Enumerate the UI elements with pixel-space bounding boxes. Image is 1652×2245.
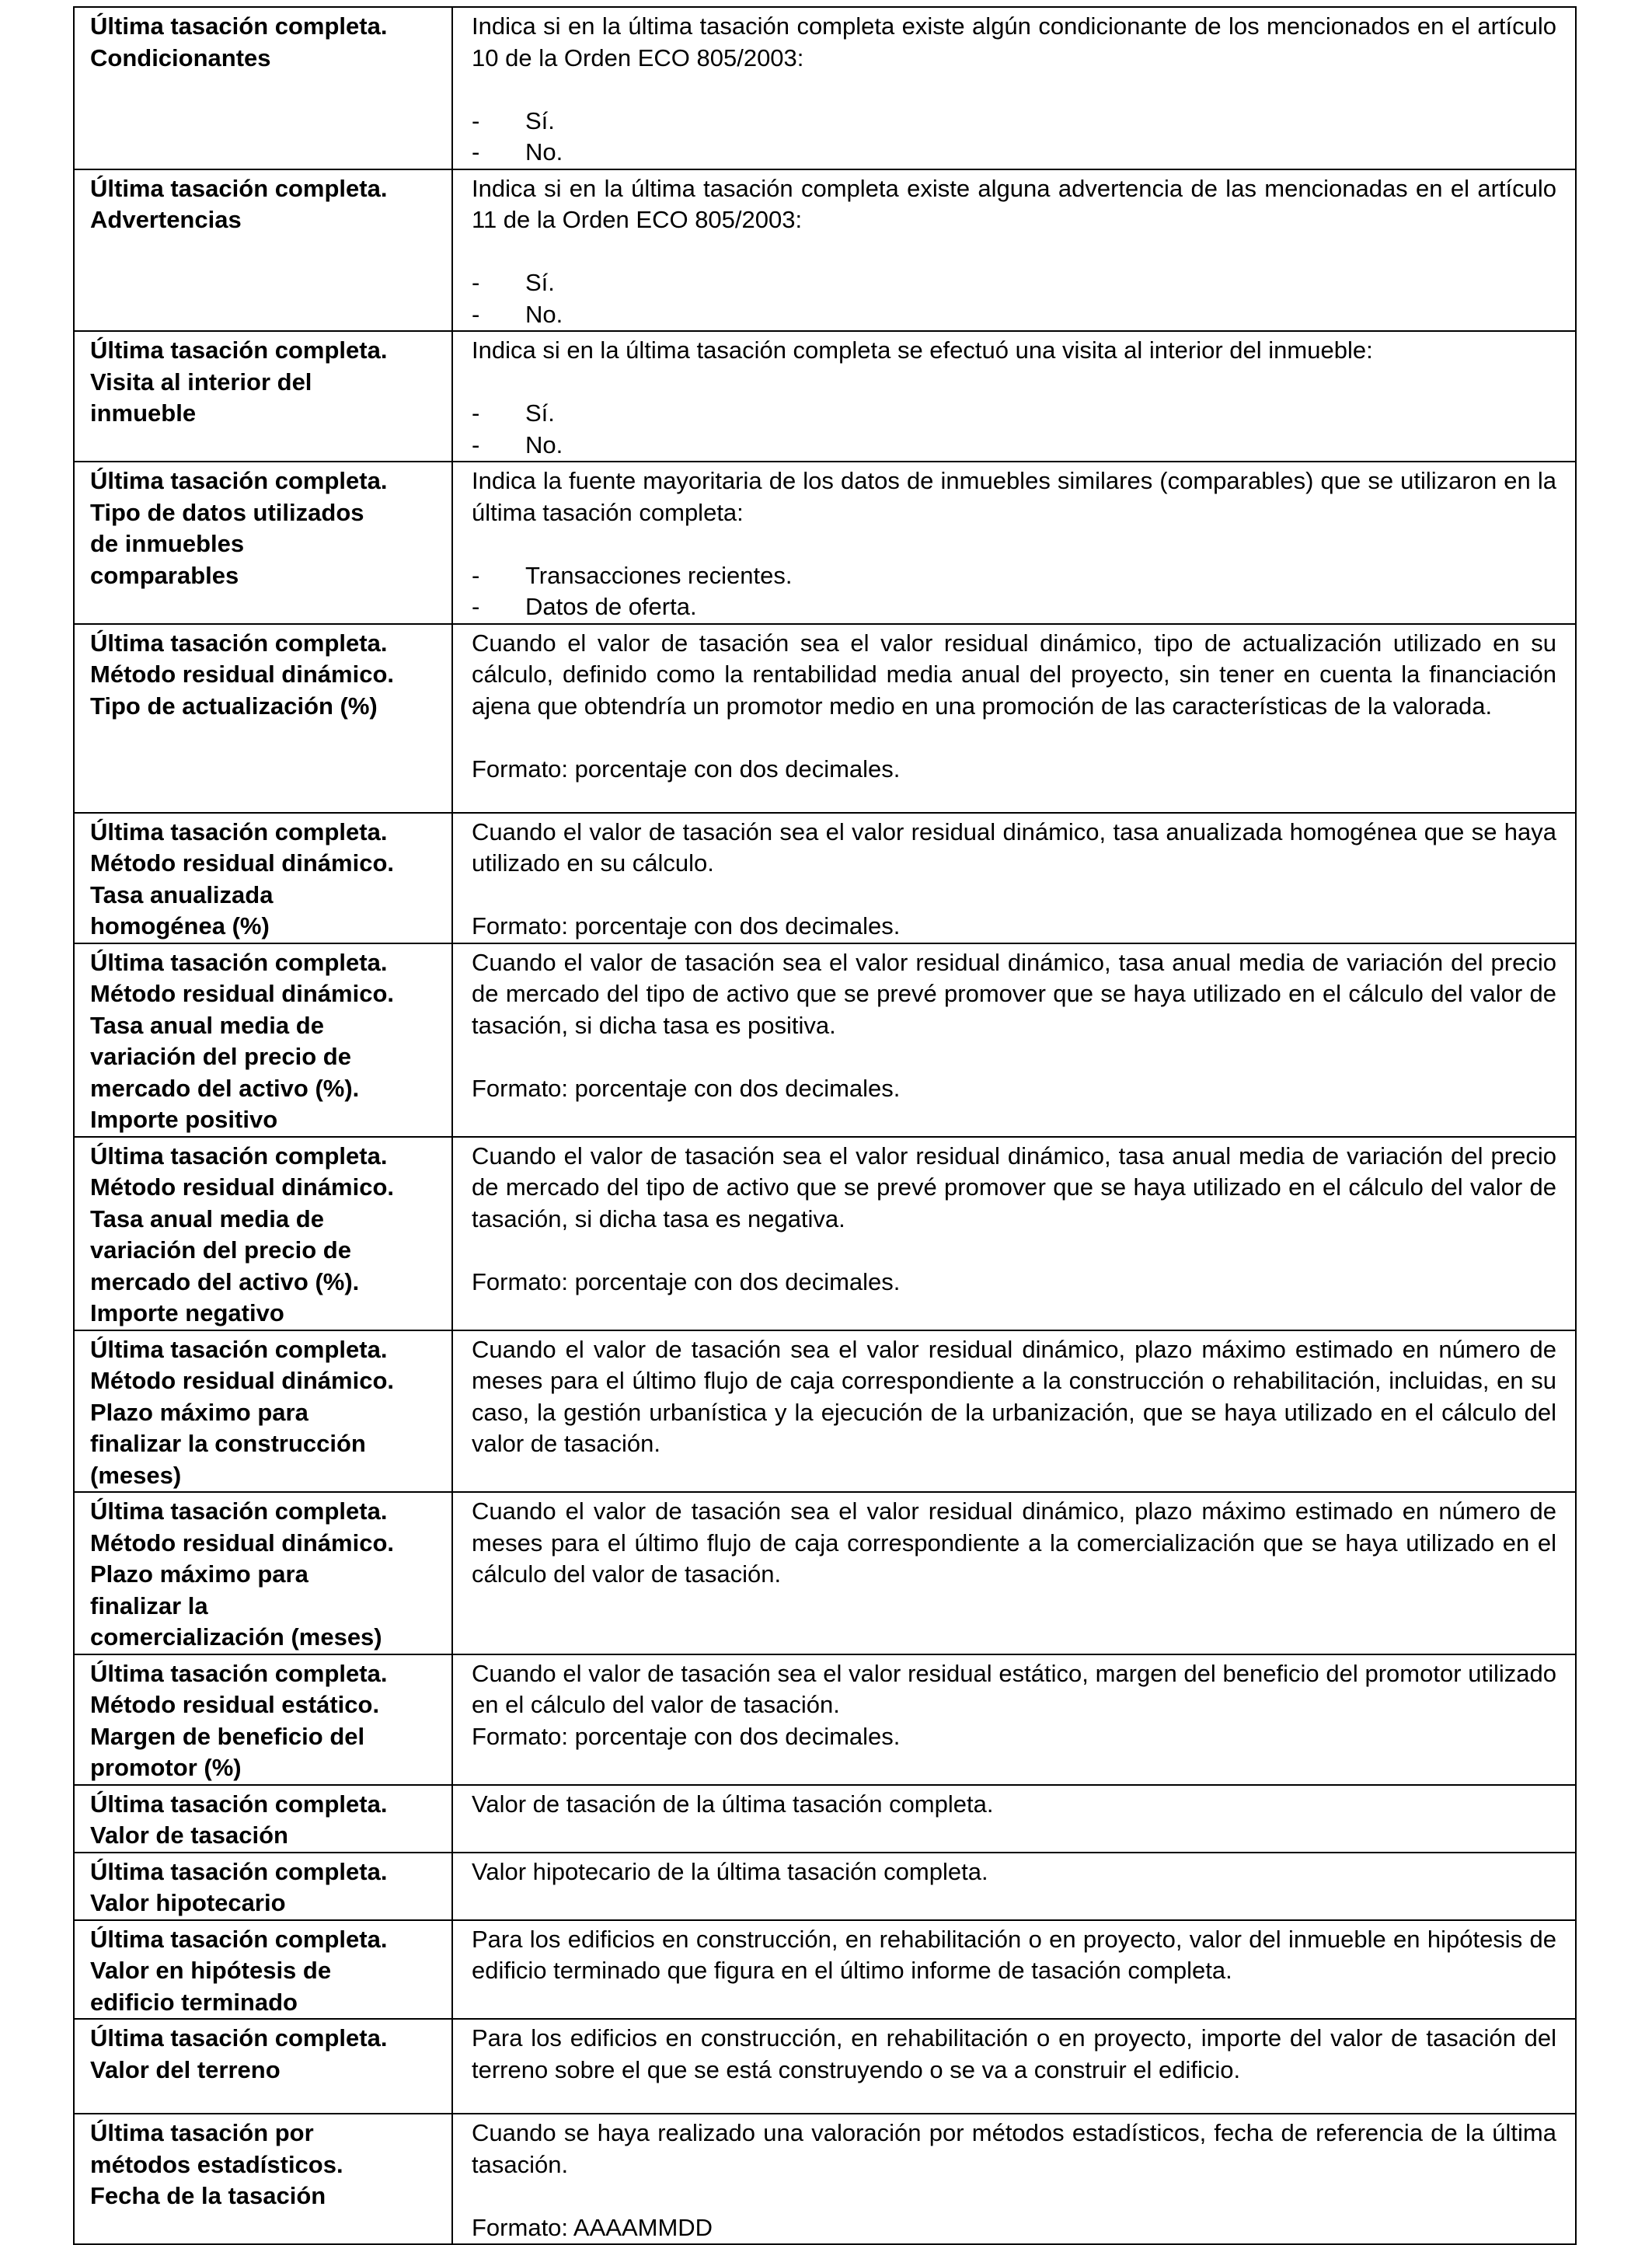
field-name-line: Última tasación completa. xyxy=(90,12,388,40)
table-row xyxy=(74,169,1576,332)
dash-bullet-icon: - xyxy=(472,593,480,620)
field-name-cell xyxy=(74,331,452,462)
field-name-line: Método residual dinámico. xyxy=(90,1529,394,1557)
field-name-line: Última tasación completa. xyxy=(90,948,388,976)
field-name-line: Margen de beneficio del xyxy=(90,1722,365,1750)
field-name-cell xyxy=(74,813,452,943)
field-name-cell xyxy=(74,169,452,332)
field-name-cell xyxy=(74,1920,452,2020)
table-row xyxy=(74,1853,1576,1920)
description-cell xyxy=(452,169,1576,332)
format-note: Formato: porcentaje con dos decimales. xyxy=(472,912,901,939)
field-name-line: mercado del activo (%). xyxy=(90,1267,360,1295)
field-name-line: Última tasación completa. xyxy=(90,817,388,845)
description-text: Valor hipotecario de la última tasación completa. xyxy=(472,1857,988,1885)
description-text: Valor de tasación de la última tasación completa. xyxy=(472,1790,994,1818)
description-text: Indica si en la última tasación completa existe algún condicionante de los mencionados en el artículo 10 de la Orden ECO 805/2003: xyxy=(472,12,1556,71)
field-name-cell xyxy=(74,1853,452,1920)
description-cell xyxy=(452,1330,1576,1493)
option-item xyxy=(472,560,1556,592)
description-cell xyxy=(452,462,1576,624)
description-text: Cuando el valor de tasación sea el valor residual estático, margen del beneficio del promotor utilizado en el cálculo del valor de tasación. xyxy=(472,1659,1556,1718)
field-name-cell xyxy=(74,1654,452,1785)
field-name-line: Última tasación completa. xyxy=(90,1142,388,1170)
dash-bullet-icon: - xyxy=(472,431,480,458)
field-name-line: Condicionantes xyxy=(90,44,271,71)
option-item xyxy=(472,267,1556,299)
field-name-cell xyxy=(74,7,452,169)
field-name-cell xyxy=(74,462,452,624)
option-label: Sí. xyxy=(525,269,555,296)
table-row xyxy=(74,1137,1576,1330)
field-name-line: variación del precio de xyxy=(90,1236,351,1264)
table-row xyxy=(74,813,1576,943)
description-cell xyxy=(452,943,1576,1137)
field-name-line: Plazo máximo para xyxy=(90,1560,308,1588)
field-name-line: Última tasación completa. xyxy=(90,1497,388,1525)
field-name-line: edificio terminado xyxy=(90,1988,298,2016)
description-text: Cuando el valor de tasación sea el valor residual dinámico, tasa anualizada homogénea que se haya utilizado en su cálculo. xyxy=(472,817,1556,877)
description-cell xyxy=(452,1492,1576,1654)
field-definitions-table xyxy=(73,6,1577,2245)
description-cell xyxy=(452,331,1576,462)
field-name-line: variación del precio de xyxy=(90,1043,351,1070)
description-text: Para los edificios en construcción, en rehabilitación o en proyecto, valor del inmueble en hipótesis de edificio terminado que figura en el último informe de tasación completa. xyxy=(472,1925,1556,1984)
field-name-line: Método residual dinámico. xyxy=(90,1173,394,1201)
option-item xyxy=(472,591,1556,623)
option-label: Datos de oferta. xyxy=(525,593,697,620)
description-cell xyxy=(452,1654,1576,1785)
field-name-line: Método residual dinámico. xyxy=(90,1367,394,1394)
field-name-line: Última tasación completa. xyxy=(90,174,388,202)
description-cell xyxy=(452,1920,1576,2020)
field-name-line: Tipo de datos utilizados xyxy=(90,498,364,526)
description-cell xyxy=(452,624,1576,813)
field-name-line: homogénea (%) xyxy=(90,912,270,939)
field-name-line: Última tasación completa. xyxy=(90,1335,388,1363)
field-name-line: métodos estadísticos. xyxy=(90,2150,343,2178)
option-item xyxy=(472,137,1556,169)
field-name-line: Última tasación completa. xyxy=(90,1659,388,1687)
description-cell xyxy=(452,1853,1576,1920)
description-text: Cuando el valor de tasación sea el valor residual dinámico, plazo máximo estimado en número de meses para el último flujo de caja correspondiente a la construcción o rehabilitación, incluidas, en su caso, la gestión urbanística y la ejecución de la urbanización, que se haya utilizado en el cálculo del valor de tasación. xyxy=(472,1335,1556,1457)
field-name-line: Valor de tasación xyxy=(90,1821,288,1849)
field-name-line: Última tasación completa. xyxy=(90,1790,388,1818)
option-label: Sí. xyxy=(525,399,555,427)
description-cell xyxy=(452,7,1576,169)
field-name-line: Advertencias xyxy=(90,206,242,233)
table-row xyxy=(74,1492,1576,1654)
dash-bullet-icon: - xyxy=(472,138,480,166)
field-name-line: Método residual dinámico. xyxy=(90,661,394,688)
field-name-line: Última tasación por xyxy=(90,2119,314,2146)
field-name-line: (meses) xyxy=(90,1461,182,1489)
table-row xyxy=(74,462,1576,624)
option-label: Sí. xyxy=(525,106,555,134)
field-name-line: Última tasación completa. xyxy=(90,1857,388,1885)
table-row xyxy=(74,331,1576,462)
field-name-line: Método residual dinámico. xyxy=(90,980,394,1007)
field-name-cell xyxy=(74,624,452,813)
format-note: Formato: porcentaje con dos decimales. xyxy=(472,1074,901,1102)
field-name-line: Última tasación completa. xyxy=(90,336,388,364)
field-name-cell xyxy=(74,1492,452,1654)
field-name-line: Última tasación completa. xyxy=(90,467,388,494)
description-cell xyxy=(452,1785,1576,1853)
field-name-line: Última tasación completa. xyxy=(90,2024,388,2052)
field-name-line: Importe negativo xyxy=(90,1299,284,1326)
field-name-line: comercialización (meses) xyxy=(90,1623,382,1651)
option-label: No. xyxy=(525,138,563,166)
option-item xyxy=(472,430,1556,462)
table-row xyxy=(74,1785,1576,1853)
field-name-line: inmueble xyxy=(90,399,197,427)
option-item xyxy=(472,398,1556,430)
field-name-line: Visita al interior del xyxy=(90,368,312,396)
option-label: No. xyxy=(525,431,563,458)
field-name-line: finalizar la construcción xyxy=(90,1430,366,1457)
description-text: Cuando se haya realizado una valoración por métodos estadísticos, fecha de referencia de la última tasación. xyxy=(472,2119,1556,2178)
description-text: Cuando el valor de tasación sea el valor residual dinámico, tasa anual media de variación del precio de mercado del tipo de activo que se prevé promover que se haya utilizado en el cálculo del valor de tasación, si dicha tasa es negativa. xyxy=(472,1142,1556,1232)
description-cell xyxy=(452,2019,1576,2114)
field-name-line: Fecha de la tasación xyxy=(90,2182,326,2209)
field-name-cell xyxy=(74,2114,452,2244)
table-row xyxy=(74,624,1576,813)
field-name-line: de inmuebles xyxy=(90,530,245,557)
dash-bullet-icon: - xyxy=(472,561,480,589)
description-text: Cuando el valor de tasación sea el valor residual dinámico, tasa anual media de variación del precio de mercado del tipo de activo que se prevé promover que se haya utilizado en el cálculo del valor de tasación, si dicha tasa es positiva. xyxy=(472,948,1556,1039)
description-cell xyxy=(452,1137,1576,1330)
field-name-line: Tipo de actualización (%) xyxy=(90,692,378,720)
field-name-line: Tasa anual media de xyxy=(90,1011,324,1039)
description-text: Indica la fuente mayoritaria de los datos de inmuebles similares (comparables) que se utilizaron en la última tasación completa: xyxy=(472,467,1556,526)
field-name-line: Plazo máximo para xyxy=(90,1398,308,1426)
option-label: Transacciones recientes. xyxy=(525,561,793,589)
table-row xyxy=(74,1654,1576,1785)
field-name-line: Última tasación completa. xyxy=(90,629,388,657)
field-name-cell xyxy=(74,1137,452,1330)
field-name-line: Método residual estático. xyxy=(90,1691,380,1718)
format-note: Formato: porcentaje con dos decimales. xyxy=(472,755,901,783)
format-note: Formato: AAAAMMDD xyxy=(472,2213,713,2241)
field-name-cell xyxy=(74,943,452,1137)
field-name-line: Valor hipotecario xyxy=(90,1889,286,1916)
table-row xyxy=(74,2019,1576,2114)
description-text: Cuando el valor de tasación sea el valor residual dinámico, tipo de actualización utilizado en su cálculo, definido como la rentabilidad media anual del proyecto, sin tener en cuenta la financiación ajena que obtendría un promotor medio en una promoción de las características de la valorada. xyxy=(472,629,1556,720)
field-name-cell xyxy=(74,2019,452,2114)
field-name-line: mercado del activo (%). xyxy=(90,1074,360,1102)
option-label: No. xyxy=(525,300,563,328)
field-name-line: Método residual dinámico. xyxy=(90,849,394,877)
dash-bullet-icon: - xyxy=(472,106,480,134)
field-name-line: finalizar la xyxy=(90,1591,208,1619)
field-name-line: Importe positivo xyxy=(90,1106,278,1133)
dash-bullet-icon: - xyxy=(472,269,480,296)
dash-bullet-icon: - xyxy=(472,300,480,328)
option-item xyxy=(472,106,1556,138)
table-row xyxy=(74,7,1576,169)
table-row xyxy=(74,1330,1576,1493)
format-note: Formato: porcentaje con dos decimales. xyxy=(472,1722,901,1750)
table-row xyxy=(74,2114,1576,2244)
field-name-cell xyxy=(74,1785,452,1853)
option-item xyxy=(472,299,1556,331)
field-name-line: Tasa anualizada xyxy=(90,880,274,908)
format-note: Formato: porcentaje con dos decimales. xyxy=(472,1267,901,1295)
field-name-line: Última tasación completa. xyxy=(90,1925,388,1953)
table-row xyxy=(74,943,1576,1137)
field-name-line: Tasa anual media de xyxy=(90,1204,324,1232)
description-text: Para los edificios en construcción, en rehabilitación o en proyecto, importe del valor de tasación del terreno sobre el que se está construyendo o se va a construir el edificio. xyxy=(472,2024,1556,2083)
field-name-line: comparables xyxy=(90,561,239,589)
description-text: Indica si en la última tasación completa existe alguna advertencia de las mencionadas en el artículo 11 de la Orden ECO 805/2003: xyxy=(472,174,1556,233)
description-text: Indica si en la última tasación completa se efectuó una visita al interior del inmueble: xyxy=(472,336,1373,364)
description-text: Cuando el valor de tasación sea el valor residual dinámico, plazo máximo estimado en número de meses para el último flujo de caja correspondiente a la comercialización que se haya utilizado en el cálculo del valor de tasación. xyxy=(472,1497,1556,1588)
field-name-line: promotor (%) xyxy=(90,1754,242,1781)
field-name-line: Valor del terreno xyxy=(90,2055,281,2083)
field-name-line: Valor en hipótesis de xyxy=(90,1957,332,1984)
field-name-cell xyxy=(74,1330,452,1493)
table-row xyxy=(74,1920,1576,2020)
table-body xyxy=(74,7,1576,2244)
description-cell xyxy=(452,813,1576,943)
description-cell xyxy=(452,2114,1576,2244)
dash-bullet-icon: - xyxy=(472,399,480,427)
